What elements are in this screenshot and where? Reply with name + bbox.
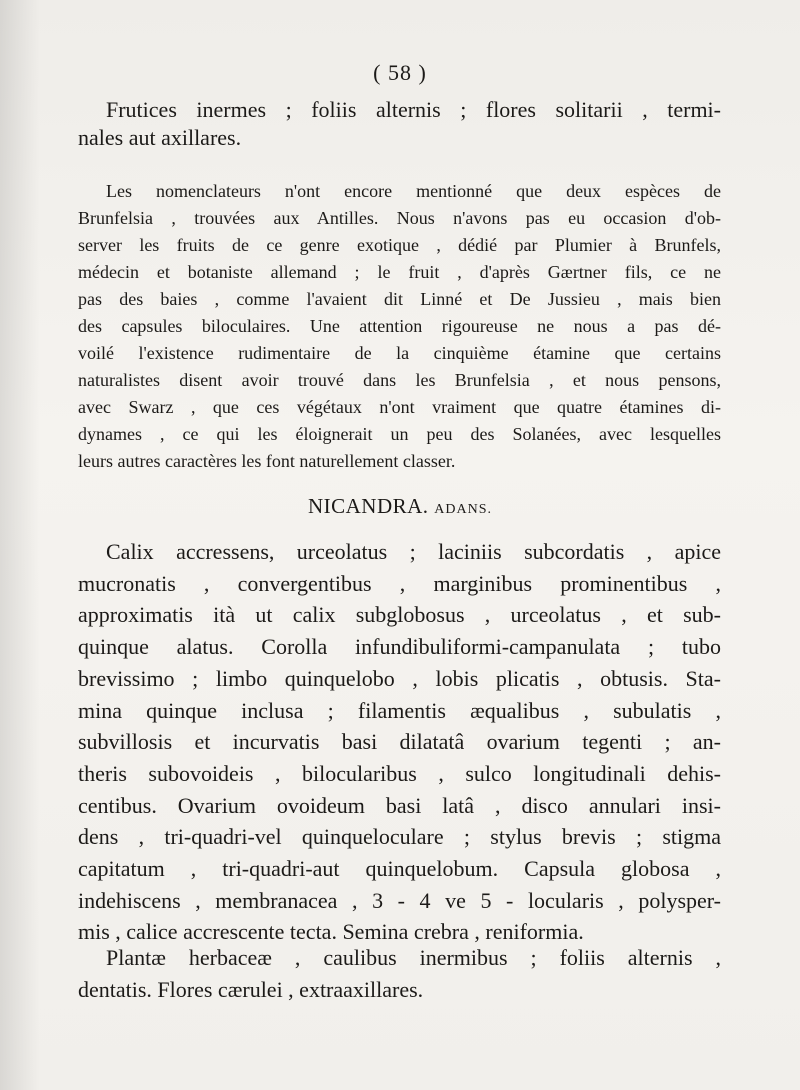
page-number: ( 58 ) xyxy=(373,60,427,85)
text-line: leurs autres caractères les font naturellement classer. xyxy=(78,451,456,471)
genus-author: ADANS. xyxy=(434,502,493,517)
text-line: Calix accressens, urceolatus ; laciniis subcordatis , apice xyxy=(106,539,721,564)
text-line: mis , calice accrescente tecta. Semina crebra , reniformia. xyxy=(78,919,584,945)
text-line: indehiscens , membranacea , 3 - 4 ve 5 - locularis , polysper- xyxy=(78,887,721,913)
text-line: naturalistes disent avoir trouvé dans les Brunfelsia , et nous pensons, xyxy=(78,370,721,390)
text-line: Brunfelsia , trouvées aux Antilles. Nous n'avons pas eu occasion d'ob- xyxy=(78,208,721,228)
text-line: quinque alatus. Corolla infundibuliformi-campanulata ; tubo xyxy=(78,634,721,660)
text-line: pas des baies , comme l'avaient dit Linné et De Jussieu , mais bien xyxy=(78,289,721,309)
text-line: Plantæ herbaceæ , caulibus inermibus ; foliis alternis , xyxy=(106,945,721,970)
text-line: des capsules biloculaires. Une attention rigoureuse ne nous a pas dé- xyxy=(78,316,721,336)
text-line: avec Swarz , que ces végétaux n'ont vraiment que quatre étamines di- xyxy=(78,397,721,417)
text-line: Frutices inermes ; foliis alternis ; flores solitarii , termi- xyxy=(106,97,721,122)
text-line: approximatis ità ut calix subglobosus , urceolatus , et sub- xyxy=(78,602,721,628)
text-line: dynames , ce qui les éloignerait un peu des Solanées, avec lesquelles xyxy=(78,424,721,444)
text-line: mina quinque inclusa ; filamentis æqualibus , subulatis , xyxy=(78,697,721,723)
text-line: nales aut axillares. xyxy=(78,125,242,150)
text-line: server les fruits de ce genre exotique , dédié par Plumier à Brunfels, xyxy=(78,235,721,255)
genus-name: NICANDRA. xyxy=(307,494,429,518)
notes-paragraph xyxy=(78,178,721,475)
text-line: centibus. Ovarium ovoideum basi latâ , disco annulari insi- xyxy=(78,792,721,818)
text-line: subvillosis et incurvatis basi dilatatâ ovarium tegenti ; an- xyxy=(78,729,721,755)
text-line: dentatis. Flores cærulei , extraaxillares. xyxy=(78,976,424,1002)
text-line: Les nomenclateurs n'ont encore mentionné que deux espèces de xyxy=(106,181,721,201)
text-line: voilé l'existence rudimentaire de la cinquième étamine que certains xyxy=(78,343,721,363)
genus-habit-paragraph xyxy=(78,96,721,152)
text-line: capitatum , tri-quadri-aut quinquelobum. Capsula globosa , xyxy=(78,856,721,882)
text-line: brevissimo ; limbo quinquelobo , lobis plicatis , obtusis. Sta- xyxy=(78,665,721,691)
text-line: médecin et botaniste allemand ; le fruit , d'après Gærtner fils, ce ne xyxy=(78,262,721,282)
habit-paragraph xyxy=(78,942,721,1005)
text-line: theris subovoideis , bilocularibus , sulco longitudinali dehis- xyxy=(78,760,721,786)
section-heading xyxy=(0,494,800,519)
text-line: dens , tri-quadri-vel quinqueloculare ; stylus brevis ; stigma xyxy=(78,824,721,850)
description-paragraph xyxy=(78,536,721,948)
text-line: mucronatis , convergentibus , marginibus prominentibus , xyxy=(78,570,721,596)
